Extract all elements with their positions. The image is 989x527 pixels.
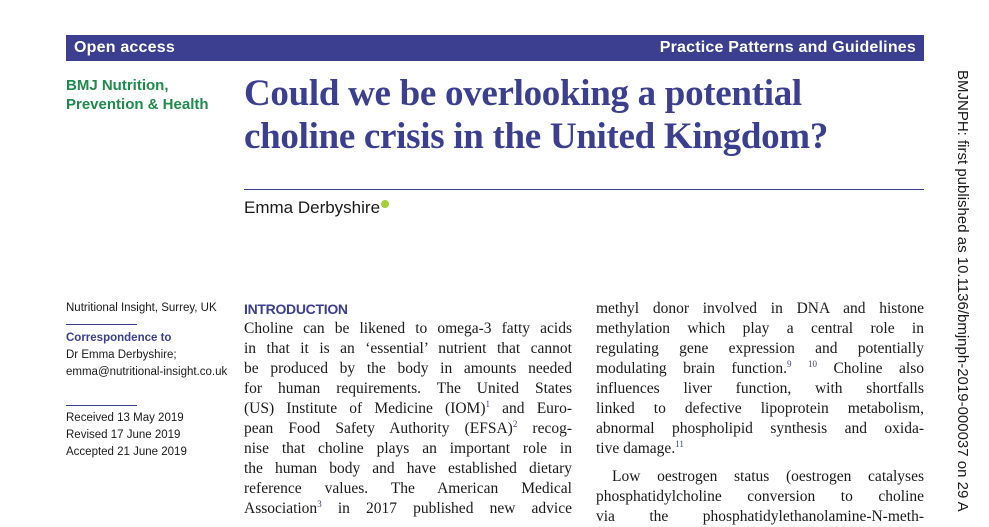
correspondence bbox=[66, 330, 236, 381]
reference-link[interactable]: 10 bbox=[807, 358, 817, 369]
journal-name bbox=[66, 76, 236, 114]
body-line: pean Food Safety Authority (EFSA)$^2$ recog- bbox=[244, 418, 573, 437]
body-line: influences liver function, with shortfalls bbox=[596, 380, 924, 397]
paragraph-gap bbox=[596, 459, 924, 467]
body-line: methylation which play a central role in bbox=[596, 320, 924, 337]
article-dates bbox=[66, 410, 236, 461]
body-line: via the phosphatidylethanolamine-N-meth- bbox=[596, 508, 924, 525]
correspondence-divider bbox=[66, 324, 137, 325]
body-line: abnormal phospholipid synthesis and oxida- bbox=[596, 420, 924, 437]
body-line: phosphatidylcholine conversion to choline bbox=[596, 488, 924, 505]
article-title bbox=[244, 72, 904, 158]
affiliation bbox=[66, 300, 236, 317]
body-line: Low oestrogen status (oestrogen catalyses bbox=[612, 468, 924, 485]
reference-link[interactable]: 9 bbox=[786, 358, 792, 369]
body-line: reference values. The American Medical bbox=[244, 480, 572, 497]
open-access-label: Open access bbox=[74, 39, 175, 56]
title-divider bbox=[244, 189, 924, 190]
reference-link[interactable]: 1 bbox=[485, 398, 490, 409]
journal-name-line1: BMJ Nutrition, bbox=[66, 77, 169, 94]
body-line: tive damage.$^{11}$ bbox=[596, 438, 684, 457]
header-banner bbox=[66, 35, 924, 61]
body-column-2 bbox=[596, 299, 924, 527]
body-line: for human requirements. The United States bbox=[244, 380, 572, 397]
body-column-1 bbox=[244, 299, 572, 519]
article-category: Practice Patterns and Guidelines bbox=[659, 39, 916, 56]
reference-link[interactable]: 2 bbox=[512, 418, 518, 429]
correspondence-email[interactable]: emma@nutritional-insight.co.uk bbox=[66, 366, 228, 378]
received-date: Received 13 May 2019 bbox=[66, 412, 184, 424]
body-line: in that it is an ‘essential’ nutrient that cannot bbox=[244, 340, 572, 357]
journal-name-line2: Prevention & Health bbox=[66, 96, 209, 113]
body-line: nise that choline plays an important role in bbox=[244, 440, 572, 457]
author-line bbox=[244, 198, 389, 218]
body-line: Choline can be likened to omega-3 fatty acids bbox=[244, 320, 572, 337]
dates-divider bbox=[66, 405, 137, 406]
article-title-line1: Could we be overlooking a potential bbox=[244, 73, 802, 114]
body-line: linked to defective lipoprotein metabolism, bbox=[596, 400, 924, 417]
affiliation-text: Nutritional Insight, Surrey, UK bbox=[66, 302, 217, 314]
reference-link[interactable]: 3 bbox=[317, 498, 322, 509]
revised-date: Revised 17 June 2019 bbox=[66, 429, 181, 441]
body-line: methyl donor involved in DNA and histone bbox=[596, 300, 924, 317]
body-line: modulating brain function.$^9$ $^{10}$ Choline also bbox=[596, 358, 924, 377]
body-line: the human body and have established dietary bbox=[244, 460, 572, 477]
vertical-citation: BMJNPH: first published as 10.1136/bmjnph-2019-000037 on 29 A bbox=[954, 70, 971, 512]
body-line: Association$^3$ in 2017 published new advice bbox=[244, 498, 572, 517]
body-line: be produced by the body in amounts needed bbox=[244, 360, 572, 377]
correspondence-heading: Correspondence to bbox=[66, 332, 172, 344]
reference-link[interactable]: 11 bbox=[675, 438, 684, 449]
article-title-line2: choline crisis in the United Kingdom? bbox=[244, 116, 829, 157]
body-line: regulating gene expression and potentially bbox=[596, 340, 924, 357]
orcid-icon[interactable] bbox=[381, 200, 389, 208]
author-name[interactable]: Emma Derbyshire bbox=[244, 198, 381, 217]
accepted-date: Accepted 21 June 2019 bbox=[66, 446, 187, 458]
body-line: (US) Institute of Medicine (IOM)$^1$ and Euro- bbox=[244, 398, 572, 417]
section-heading-introduction: INTRODUCTION bbox=[244, 301, 348, 317]
correspondence-name: Dr Emma Derbyshire; bbox=[66, 349, 177, 361]
vertical-citation-strip bbox=[950, 70, 980, 525]
